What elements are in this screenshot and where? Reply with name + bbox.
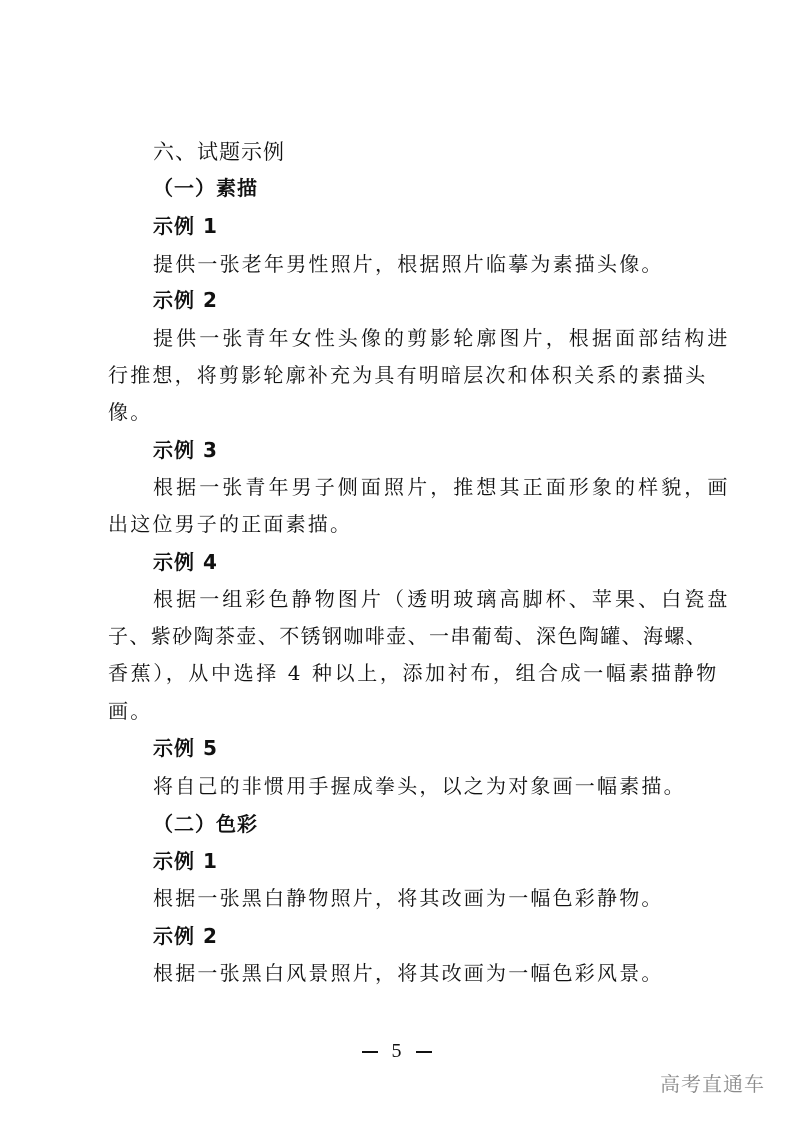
example-text-line: 像。: [108, 400, 153, 424]
example-text-line: 提供一张青年女性头像的剪影轮廓图片，根据面部结构进: [153, 326, 731, 350]
example-label: 示例 2: [153, 924, 218, 948]
page-number: 5: [391, 1040, 402, 1062]
footer-dash-right: [416, 1051, 432, 1053]
example-label: 示例 4: [153, 550, 218, 574]
example-text-line: 行推想，将剪影轮廓补充为具有明暗层次和体积关系的素描头: [108, 363, 708, 387]
example-text-line: 出这位男子的正面素描。: [108, 512, 353, 536]
example-text-line: 根据一张黑白静物照片，将其改画为一幅色彩静物。: [153, 886, 664, 910]
example-text-line: 子、紫砂陶茶壶、不锈钢咖啡壶、一串葡萄、深色陶罐、海螺、: [108, 624, 708, 648]
watermark-text: 高考直通车: [660, 1072, 765, 1096]
footer-dash-left: [362, 1051, 378, 1053]
part-title-sketch: （一）素描: [153, 176, 258, 200]
example-label: 示例 5: [153, 736, 218, 760]
section-title: 六、试题示例: [153, 140, 285, 164]
example-text-line: 根据一张黑白风景照片，将其改画为一幅色彩风景。: [153, 961, 664, 985]
example-text-line: 画。: [108, 699, 153, 723]
example-text-line: 根据一张青年男子侧面照片，推想其正面形象的样貌，画: [153, 475, 731, 499]
example-label: 示例 3: [153, 438, 218, 462]
example-label: 示例 1: [153, 214, 218, 238]
page-footer: [0, 1040, 793, 1063]
part-title-color: （二）色彩: [153, 812, 258, 836]
example-label: 示例 2: [153, 288, 218, 312]
example-text-line: 将自己的非惯用手握成拳头，以之为对象画一幅素描。: [153, 774, 686, 798]
example-text-line: 根据一组彩色静物图片（透明玻璃高脚杯、苹果、白瓷盘: [153, 587, 731, 611]
example-text-line: 提供一张老年男性照片，根据照片临摹为素描头像。: [153, 252, 664, 276]
example-text-line: 香蕉），从中选择 4 种以上，添加衬布，组合成一幅素描静物: [108, 661, 719, 685]
example-label: 示例 1: [153, 849, 218, 873]
